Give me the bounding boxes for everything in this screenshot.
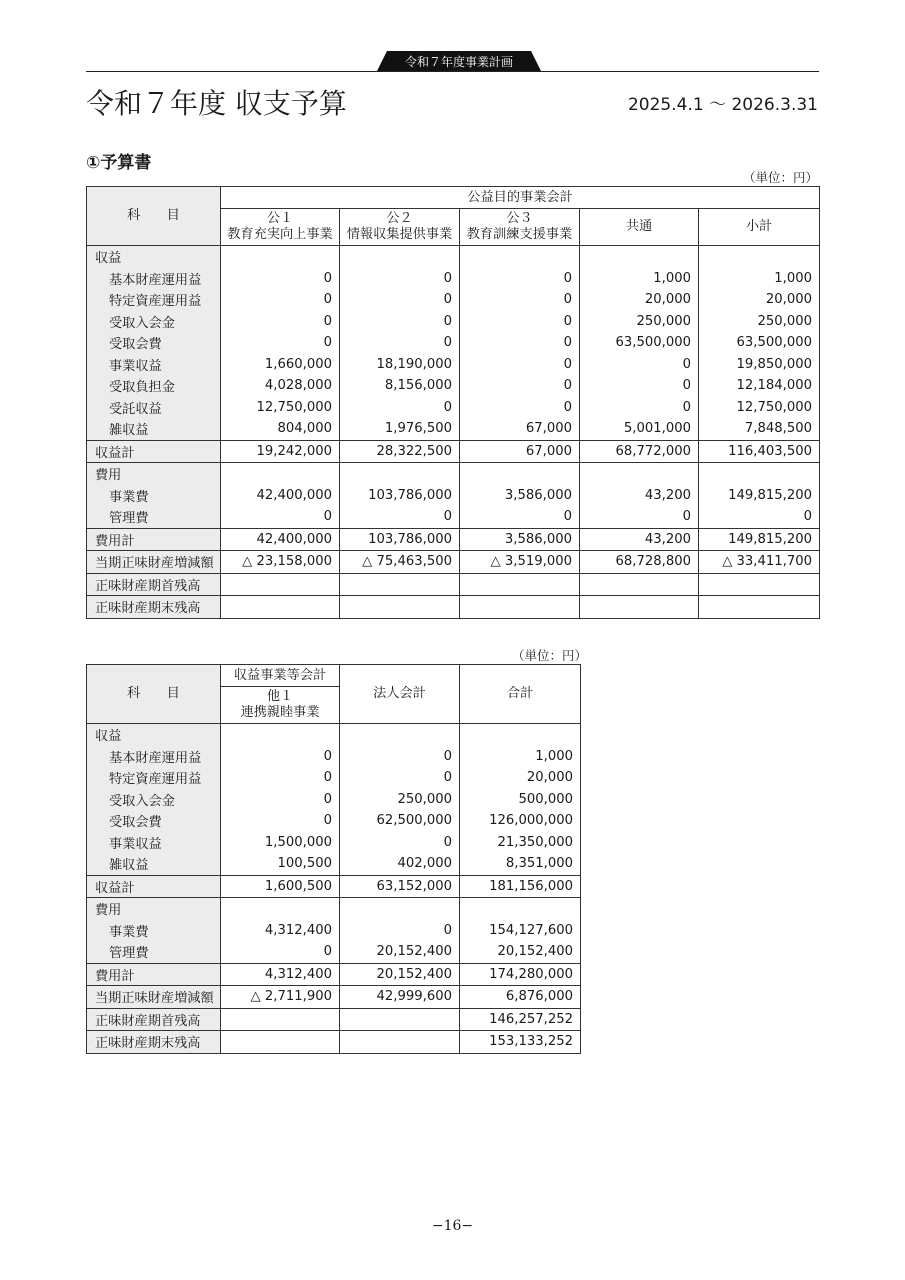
row-label: 正味財産期末残高: [87, 1031, 221, 1054]
value-cell: 21,350,000: [460, 832, 581, 854]
value-cell: 154,127,600: [460, 920, 581, 942]
value-cell: 103,786,000: [340, 485, 460, 507]
value-cell: [699, 596, 820, 619]
value-cell: [460, 463, 580, 485]
col-header: [460, 209, 580, 246]
row-label: 費用: [87, 463, 221, 485]
value-cell: 20,000: [460, 767, 581, 789]
value-cell: 0: [460, 289, 580, 311]
table-row: [87, 440, 820, 463]
table-row: [87, 1031, 581, 1054]
value-cell: 0: [460, 311, 580, 333]
row-label: 管理費: [87, 941, 221, 963]
value-cell: [460, 724, 581, 746]
value-cell: 18,190,000: [340, 354, 460, 376]
value-cell: 0: [460, 375, 580, 397]
value-cell: 0: [580, 506, 699, 528]
col-header-corporate: 法人会計: [340, 665, 460, 724]
value-cell: 0: [221, 332, 340, 354]
col-header-title: 教育訓練支援事業: [466, 227, 573, 242]
value-cell: 4,312,400: [221, 920, 340, 942]
value-cell: [460, 898, 581, 920]
value-cell: 0: [340, 746, 460, 768]
row-label: 受託収益: [87, 397, 221, 419]
row-label: 収益: [87, 246, 221, 268]
table-row: [87, 397, 820, 419]
value-cell: 62,500,000: [340, 810, 460, 832]
table-row: [87, 375, 820, 397]
table-row: [87, 485, 820, 507]
value-cell: [340, 898, 460, 920]
row-label: 受取負担金: [87, 375, 221, 397]
header-rule: [86, 71, 819, 72]
value-cell: 0: [340, 397, 460, 419]
value-cell: 19,850,000: [699, 354, 820, 376]
value-cell: 0: [580, 375, 699, 397]
value-cell: [221, 724, 340, 746]
row-label: 費用: [87, 898, 221, 920]
value-cell: 0: [221, 941, 340, 963]
page-title: 令和７年度 収支予算: [86, 87, 347, 120]
header-tab-label: 令和７年度事業計画: [404, 55, 513, 69]
value-cell: 0: [580, 354, 699, 376]
row-label: 正味財産期末残高: [87, 596, 221, 619]
row-label: 受取入会金: [87, 311, 221, 333]
value-cell: 12,184,000: [699, 375, 820, 397]
value-cell: [580, 463, 699, 485]
table-row: [87, 724, 581, 746]
col-header-code: 小計: [745, 219, 773, 234]
value-cell: 4,312,400: [221, 963, 340, 986]
value-cell: [340, 1008, 460, 1031]
table-row: [87, 898, 581, 920]
table-row: [87, 789, 581, 811]
value-cell: 19,242,000: [221, 440, 340, 463]
row-label: 事業収益: [87, 354, 221, 376]
value-cell: [221, 898, 340, 920]
value-cell: 1,660,000: [221, 354, 340, 376]
row-label: 雑収益: [87, 853, 221, 875]
table-row: [87, 920, 581, 942]
value-cell: 146,257,252: [460, 1008, 581, 1031]
value-cell: 0: [460, 354, 580, 376]
col-header-other1: [221, 687, 340, 724]
table-row: [87, 746, 581, 768]
col-header: [699, 209, 820, 246]
table-row: [87, 463, 820, 485]
value-cell: 181,156,000: [460, 875, 581, 898]
row-label: 受取会費: [87, 810, 221, 832]
col-header-code: 他１: [266, 689, 294, 704]
value-cell: △ 2,711,900: [221, 986, 340, 1009]
value-cell: 0: [340, 332, 460, 354]
value-cell: 5,001,000: [580, 418, 699, 440]
value-cell: 12,750,000: [699, 397, 820, 419]
value-cell: △ 3,519,000: [460, 551, 580, 574]
table-row: [87, 810, 581, 832]
value-cell: 6,876,000: [460, 986, 581, 1009]
row-label: 正味財産期首残高: [87, 573, 221, 596]
value-cell: 1,600,500: [221, 875, 340, 898]
value-cell: △ 75,463,500: [340, 551, 460, 574]
table-row: [87, 268, 820, 290]
unit-note-2: （単位：円）: [512, 648, 588, 663]
table-row: [87, 354, 820, 376]
value-cell: 174,280,000: [460, 963, 581, 986]
value-cell: 43,200: [580, 485, 699, 507]
value-cell: 250,000: [340, 789, 460, 811]
value-cell: [340, 1031, 460, 1054]
table-row: [87, 986, 581, 1009]
value-cell: 250,000: [699, 311, 820, 333]
value-cell: 42,400,000: [221, 528, 340, 551]
value-cell: [221, 573, 340, 596]
value-cell: 28,322,500: [340, 440, 460, 463]
table-row: [87, 311, 820, 333]
value-cell: [699, 573, 820, 596]
value-cell: 3,586,000: [460, 485, 580, 507]
value-cell: [221, 596, 340, 619]
value-cell: 0: [221, 289, 340, 311]
col-header-code: 公１: [266, 211, 294, 226]
value-cell: 68,728,800: [580, 551, 699, 574]
value-cell: 12,750,000: [221, 397, 340, 419]
table-row: [87, 551, 820, 574]
table-row: [87, 596, 820, 619]
value-cell: 63,500,000: [580, 332, 699, 354]
col-header-title: 情報収集提供事業: [346, 227, 453, 242]
value-cell: 0: [221, 506, 340, 528]
value-cell: 402,000: [340, 853, 460, 875]
value-cell: [221, 246, 340, 268]
value-cell: [580, 596, 699, 619]
row-label: 正味財産期首残高: [87, 1008, 221, 1031]
row-label: 受取会費: [87, 332, 221, 354]
col-header-code: 公３: [506, 211, 533, 226]
subject-header: 科 目: [87, 665, 221, 724]
value-cell: 0: [460, 268, 580, 290]
table-row: [87, 1008, 581, 1031]
value-cell: [340, 246, 460, 268]
group-header: 収益事業等会計: [221, 665, 340, 687]
table-row: [87, 767, 581, 789]
value-cell: 0: [221, 746, 340, 768]
row-label: 費用計: [87, 528, 221, 551]
value-cell: 0: [340, 311, 460, 333]
value-cell: 3,586,000: [460, 528, 580, 551]
value-cell: [340, 573, 460, 596]
table-row: [87, 963, 581, 986]
row-label: 収益計: [87, 875, 221, 898]
value-cell: 68,772,000: [580, 440, 699, 463]
row-label: 費用計: [87, 963, 221, 986]
value-cell: 100,500: [221, 853, 340, 875]
row-label: 当期正味財産増減額: [87, 551, 221, 574]
table-row: [87, 941, 581, 963]
row-label: 基本財産運用益: [87, 746, 221, 768]
value-cell: 43,200: [580, 528, 699, 551]
value-cell: 804,000: [221, 418, 340, 440]
value-cell: 0: [699, 506, 820, 528]
value-cell: 20,152,400: [340, 963, 460, 986]
value-cell: 0: [580, 397, 699, 419]
table-row: [87, 528, 820, 551]
value-cell: [460, 573, 580, 596]
value-cell: 0: [221, 268, 340, 290]
table-row: [87, 332, 820, 354]
table-row: [87, 573, 820, 596]
value-cell: 4,028,000: [221, 375, 340, 397]
value-cell: [580, 246, 699, 268]
value-cell: 1,000: [460, 746, 581, 768]
table-row: [87, 246, 820, 268]
value-cell: 63,152,000: [340, 875, 460, 898]
table-row: [87, 853, 581, 875]
header-tab: [377, 51, 541, 71]
value-cell: 0: [340, 832, 460, 854]
value-cell: 0: [221, 767, 340, 789]
value-cell: [221, 463, 340, 485]
value-cell: [221, 1031, 340, 1054]
col-header-code: 共通: [625, 219, 653, 234]
value-cell: 0: [460, 506, 580, 528]
budget-table-total: [86, 664, 581, 1054]
value-cell: 1,000: [580, 268, 699, 290]
value-cell: 42,999,600: [340, 986, 460, 1009]
value-cell: 67,000: [460, 440, 580, 463]
row-label: 当期正味財産増減額: [87, 986, 221, 1009]
subject-header: 科 目: [87, 187, 221, 246]
value-cell: △ 33,411,700: [699, 551, 820, 574]
row-label: 受取入会金: [87, 789, 221, 811]
value-cell: 250,000: [580, 311, 699, 333]
value-cell: 0: [340, 767, 460, 789]
row-label: 事業費: [87, 485, 221, 507]
table-row: [87, 832, 581, 854]
value-cell: [460, 246, 580, 268]
value-cell: 42,400,000: [221, 485, 340, 507]
unit-note-1: （単位：円）: [742, 170, 818, 185]
value-cell: 20,152,400: [460, 941, 581, 963]
row-label: 収益: [87, 724, 221, 746]
value-cell: 1,500,000: [221, 832, 340, 854]
page-number: −16−: [431, 1218, 474, 1234]
col-header: [340, 209, 460, 246]
value-cell: [699, 463, 820, 485]
value-cell: 103,786,000: [340, 528, 460, 551]
value-cell: [699, 246, 820, 268]
row-label: 特定資産運用益: [87, 767, 221, 789]
value-cell: 500,000: [460, 789, 581, 811]
value-cell: 0: [340, 920, 460, 942]
row-label: 特定資産運用益: [87, 289, 221, 311]
row-label: 収益計: [87, 440, 221, 463]
col-header-title: 教育充実向上事業: [227, 227, 333, 242]
value-cell: [460, 596, 580, 619]
value-cell: 0: [221, 311, 340, 333]
value-cell: 0: [460, 397, 580, 419]
value-cell: 1,976,500: [340, 418, 460, 440]
fiscal-period: 2025.4.1 ～ 2026.3.31: [627, 95, 818, 115]
row-label: 事業費: [87, 920, 221, 942]
table-row: [87, 289, 820, 311]
col-header-title: 連携親睦事業: [240, 705, 320, 720]
col-header: [580, 209, 699, 246]
value-cell: 8,351,000: [460, 853, 581, 875]
value-cell: 0: [340, 289, 460, 311]
budget-table-public: [86, 186, 820, 619]
value-cell: 149,815,200: [699, 528, 820, 551]
col-header-code: 公２: [386, 211, 413, 226]
value-cell: 0: [221, 810, 340, 832]
value-cell: 0: [340, 506, 460, 528]
value-cell: △ 23,158,000: [221, 551, 340, 574]
value-cell: 7,848,500: [699, 418, 820, 440]
row-label: 基本財産運用益: [87, 268, 221, 290]
table-row: [87, 506, 820, 528]
row-label: 事業収益: [87, 832, 221, 854]
row-label: 雑収益: [87, 418, 221, 440]
value-cell: [340, 724, 460, 746]
value-cell: 153,133,252: [460, 1031, 581, 1054]
row-label: 管理費: [87, 506, 221, 528]
value-cell: [580, 573, 699, 596]
section-heading: ①予算書: [86, 153, 152, 173]
value-cell: 20,000: [699, 289, 820, 311]
value-cell: 149,815,200: [699, 485, 820, 507]
value-cell: [221, 1008, 340, 1031]
value-cell: 0: [221, 789, 340, 811]
value-cell: 67,000: [460, 418, 580, 440]
group-header: 公益目的事業会計: [221, 187, 820, 209]
value-cell: 0: [340, 268, 460, 290]
col-header: [221, 209, 340, 246]
table-row: [87, 875, 581, 898]
value-cell: 0: [460, 332, 580, 354]
value-cell: 20,152,400: [340, 941, 460, 963]
value-cell: 20,000: [580, 289, 699, 311]
value-cell: [340, 596, 460, 619]
value-cell: 8,156,000: [340, 375, 460, 397]
table-row: [87, 418, 820, 440]
value-cell: 126,000,000: [460, 810, 581, 832]
value-cell: [340, 463, 460, 485]
value-cell: 116,403,500: [699, 440, 820, 463]
value-cell: 1,000: [699, 268, 820, 290]
col-header-total: 合計: [460, 665, 581, 724]
value-cell: 63,500,000: [699, 332, 820, 354]
